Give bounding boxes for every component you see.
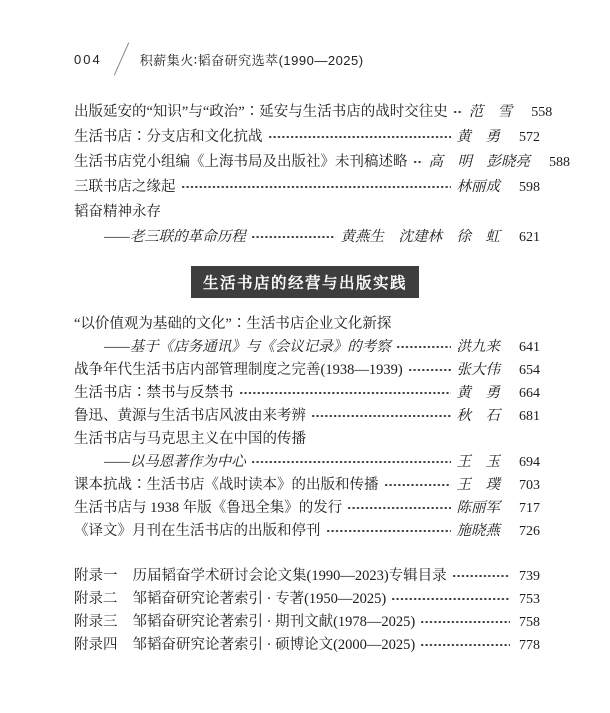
dot-leader	[453, 100, 463, 125]
toc-entry-subtitle: ——以马恩著作为中心	[104, 454, 246, 470]
dot-leader	[239, 382, 451, 405]
toc-entry-title: 邹韬奋研究论著索引 · 专著(1950—2025)	[132, 591, 387, 607]
toc-entry-title: 鲁迅、黄源与生活书店风波由来考辨	[74, 408, 306, 424]
dot-leader	[408, 359, 451, 382]
section-heading-banner	[191, 266, 419, 298]
dot-leader	[181, 175, 451, 200]
toc-entry-page-number: 621	[519, 230, 540, 245]
dot-leader	[396, 336, 451, 359]
toc-entry-subtitle: ——老三联的革命历程	[104, 229, 246, 245]
toc-row	[74, 520, 540, 543]
running-title: 积薪集火∶韬奋研究选萃(1990—2025)	[139, 52, 364, 68]
toc-entry-title: 韬奋精神永存	[74, 204, 161, 220]
toc-entry-title: 邹韬奋研究论著索引 · 硕博论文(2000—2025)	[132, 637, 416, 653]
toc-entry-page-number: 572	[519, 130, 540, 145]
toc-row	[74, 150, 570, 175]
appendix-label: 附录四	[74, 637, 118, 653]
toc-row	[74, 125, 540, 150]
page-header	[74, 44, 610, 74]
toc-entry-title: 生活书店与马克思主义在中国的传播	[74, 431, 306, 447]
toc-row	[74, 497, 540, 520]
toc-entry-title: 出版延安的“知识”与“政治”∶延安与生活书店的战时交往史	[74, 104, 448, 120]
toc-row	[74, 428, 540, 451]
dot-leader	[326, 520, 451, 543]
toc-entry-page-number: 558	[531, 105, 553, 120]
dot-leader	[452, 565, 510, 588]
toc-entry-title: 历届韬奋学术研讨会论文集(1990—2023)专辑目录	[132, 568, 447, 584]
toc-entry-authors: 高 明 彭晓亮	[428, 154, 530, 170]
toc-row	[74, 359, 540, 382]
toc-entry-title: 三联书店之缘起	[74, 179, 176, 195]
toc-row	[74, 225, 540, 250]
toc-entry-title: 生活书店∶禁书与反禁书	[74, 385, 234, 401]
toc-entry-page-number: 641	[519, 340, 540, 355]
toc-entry-title: 邹韬奋研究论著索引 · 期刊文献(1978—2025)	[132, 614, 416, 630]
toc-entry-page-number: 654	[519, 363, 540, 378]
dot-leader	[420, 634, 510, 657]
toc-row	[74, 382, 540, 405]
toc-entry-authors: 黄 勇	[456, 129, 500, 145]
toc-entry-page-number: 717	[519, 501, 540, 516]
dot-leader	[251, 451, 451, 474]
toc-row	[74, 200, 540, 225]
toc-entry-title: 《译文》月刊在生活书店的出版和停刊	[74, 523, 321, 539]
toc-entry-page-number: 753	[519, 592, 540, 607]
appendix-label: 附录一	[74, 568, 118, 584]
toc-entry-page-number: 703	[519, 478, 540, 493]
dot-leader	[311, 405, 451, 428]
toc-entry-title: 战争年代生活书店内部管理制度之完善(1938—1939)	[74, 362, 403, 378]
toc-row	[74, 634, 540, 657]
toc-row	[74, 336, 540, 359]
dot-leader	[251, 225, 335, 250]
toc-entry-page-number: 664	[519, 386, 540, 401]
slash-divider-icon	[112, 44, 132, 74]
toc-entry-page-number: 694	[519, 455, 540, 470]
toc-entry-title: 生活书店党小组编《上海书局及出版社》未刊稿述略	[74, 154, 408, 170]
toc-entry-title: 课本抗战∶生活书店《战时读本》的出版和传播	[74, 477, 379, 493]
dot-leader	[384, 474, 451, 497]
toc-entry-authors: 张大伟	[456, 362, 500, 378]
toc-entry-page-number: 758	[519, 615, 540, 630]
toc-row	[74, 588, 540, 611]
appendix-list	[74, 565, 540, 657]
toc-entry-authors: 施晓燕	[456, 523, 500, 539]
folio-page-number: 004	[74, 51, 102, 67]
appendix-label: 附录二	[74, 591, 118, 607]
toc-entry-authors: 陈丽军	[456, 500, 500, 516]
toc-row	[74, 313, 540, 336]
toc-entry-page-number: 778	[519, 638, 540, 653]
toc-entry-authors: 王 玉	[456, 454, 500, 470]
toc-row	[74, 100, 553, 125]
toc-entry-authors: 林丽成	[456, 179, 500, 195]
toc-row	[74, 611, 540, 634]
toc-entry-authors: 王 璞	[456, 477, 500, 493]
toc-entry-page-number: 598	[519, 180, 540, 195]
dot-leader	[347, 497, 450, 520]
toc-row	[74, 474, 540, 497]
section-heading-text: 生活书店的经营与出版实践	[202, 275, 407, 292]
toc-entry-title: 生活书店与 1938 年版《鲁迅全集》的发行	[74, 500, 343, 516]
toc-entry-page-number: 726	[519, 524, 540, 539]
dot-leader	[413, 150, 423, 175]
dot-leader	[420, 611, 510, 634]
toc-entry-authors: 洪九来	[456, 339, 500, 355]
toc-entry-authors: 秋 石	[456, 408, 500, 424]
toc-entry-page-number: 739	[519, 569, 540, 584]
toc-entry-title: 生活书店∶分支店和文化抗战	[74, 129, 263, 145]
toc-row	[74, 405, 540, 428]
dot-leader	[268, 125, 451, 150]
toc-row	[74, 451, 540, 474]
toc-entry-title: “以价值观为基础的文化”∶生活书店企业文化新探	[74, 316, 392, 332]
appendix-label: 附录三	[74, 614, 118, 630]
toc-row	[74, 175, 540, 200]
toc-list-previous-section	[74, 100, 570, 250]
toc-list-section	[74, 313, 540, 543]
toc-entry-authors: 黄燕生 沈建林 徐 虹	[340, 229, 500, 245]
toc-entry-page-number: 681	[519, 409, 540, 424]
toc-entry-authors: 范 雪	[468, 104, 513, 120]
toc-entry-page-number: 588	[549, 155, 570, 170]
toc-entry-authors: 黄 勇	[456, 385, 500, 401]
toc-entry-subtitle: ——基于《店务通讯》与《会议记录》的考察	[104, 339, 391, 355]
toc-row	[74, 565, 540, 588]
dot-leader	[391, 588, 510, 611]
